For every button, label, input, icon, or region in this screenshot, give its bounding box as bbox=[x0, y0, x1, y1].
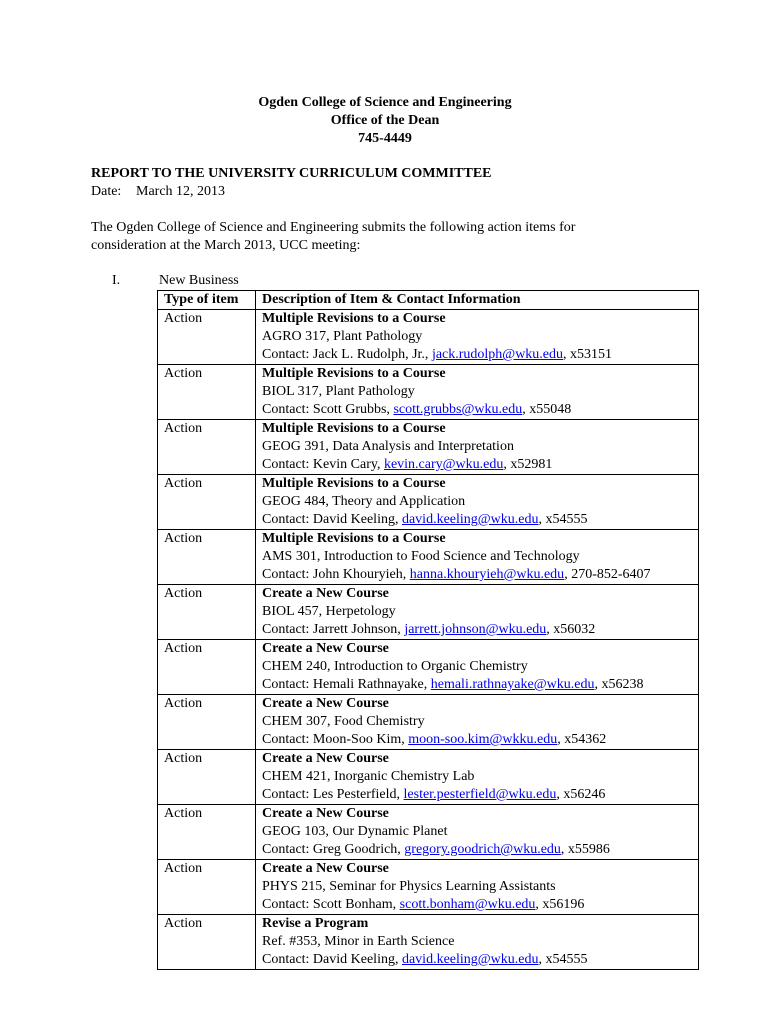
intro-paragraph bbox=[91, 219, 651, 255]
item-type: Action bbox=[158, 420, 256, 475]
date-label: Date: bbox=[91, 184, 122, 199]
item-title: Multiple Revisions to a Course bbox=[262, 531, 446, 546]
item-title: Create a New Course bbox=[262, 586, 389, 601]
contact-email-link[interactable]: jarrett.johnson@wku.edu bbox=[404, 622, 547, 637]
contact-name: Contact: Scott Bonham, bbox=[262, 897, 400, 912]
item-course: CHEM 240, Introduction to Organic Chemistry bbox=[262, 659, 528, 674]
date-line bbox=[91, 183, 225, 201]
item-description bbox=[256, 310, 699, 365]
item-type: Action bbox=[158, 805, 256, 860]
item-description bbox=[256, 420, 699, 475]
item-contact bbox=[262, 896, 692, 914]
contact-extension: , x54362 bbox=[557, 732, 607, 747]
item-description bbox=[256, 750, 699, 805]
table-row bbox=[158, 530, 699, 585]
contact-email-link[interactable]: hanna.khouryieh@wku.edu bbox=[409, 567, 565, 582]
contact-extension: , 270-852-6407 bbox=[564, 567, 651, 582]
table-row bbox=[158, 475, 699, 530]
item-type: Action bbox=[158, 915, 256, 970]
contact-extension: , x56196 bbox=[535, 897, 585, 912]
contact-extension: , x53151 bbox=[563, 347, 613, 362]
item-description bbox=[256, 585, 699, 640]
item-course: PHYS 215, Seminar for Physics Learning Assistants bbox=[262, 879, 556, 894]
item-contact bbox=[262, 786, 692, 804]
item-title: Multiple Revisions to a Course bbox=[262, 366, 446, 381]
contact-name: Contact: Jack L. Rudolph, Jr., bbox=[262, 347, 432, 362]
item-contact bbox=[262, 731, 692, 749]
item-title: Multiple Revisions to a Course bbox=[262, 311, 446, 326]
item-course: GEOG 484, Theory and Application bbox=[262, 494, 466, 509]
item-type: Action bbox=[158, 750, 256, 805]
item-contact bbox=[262, 456, 692, 474]
contact-name: Contact: Scott Grubbs, bbox=[262, 402, 394, 417]
item-contact bbox=[262, 676, 692, 694]
item-course: GEOG 103, Our Dynamic Planet bbox=[262, 824, 448, 839]
table-row bbox=[158, 750, 699, 805]
table-row bbox=[158, 365, 699, 420]
contact-email-link[interactable]: moon-soo.kim@wkku.edu bbox=[408, 732, 558, 747]
table-row bbox=[158, 805, 699, 860]
table-row bbox=[158, 915, 699, 970]
contact-email-link[interactable]: gregory.goodrich@wku.edu bbox=[404, 842, 561, 857]
item-course: AGRO 317, Plant Pathology bbox=[262, 329, 423, 344]
item-title: Create a New Course bbox=[262, 751, 389, 766]
item-title: Create a New Course bbox=[262, 641, 389, 656]
contact-name: Contact: David Keeling, bbox=[262, 952, 402, 967]
table-row bbox=[158, 585, 699, 640]
table-row bbox=[158, 695, 699, 750]
item-course: AMS 301, Introduction to Food Science and Technology bbox=[262, 549, 580, 564]
item-contact bbox=[262, 566, 692, 584]
contact-extension: , x56238 bbox=[594, 677, 644, 692]
item-description bbox=[256, 530, 699, 585]
contact-email-link[interactable]: lester.pesterfield@wku.edu bbox=[403, 787, 557, 802]
item-title: Create a New Course bbox=[262, 806, 389, 821]
item-title: Multiple Revisions to a Course bbox=[262, 421, 446, 436]
contact-email-link[interactable]: kevin.cary@wku.edu bbox=[383, 457, 504, 472]
report-title: REPORT TO THE UNIVERSITY CURRICULUM COMMITTEE bbox=[91, 166, 492, 181]
item-type: Action bbox=[158, 860, 256, 915]
item-title: Revise a Program bbox=[262, 916, 369, 931]
college-name: Ogden College of Science and Engineering bbox=[258, 95, 512, 110]
item-contact bbox=[262, 346, 692, 364]
item-contact bbox=[262, 951, 692, 969]
contact-name: Contact: Kevin Cary, bbox=[262, 457, 384, 472]
item-description bbox=[256, 860, 699, 915]
contact-email-link[interactable]: scott.grubbs@wku.edu bbox=[393, 402, 523, 417]
contact-email-link[interactable]: jack.rudolph@wku.edu bbox=[431, 347, 564, 362]
item-course: CHEM 421, Inorganic Chemistry Lab bbox=[262, 769, 475, 784]
contact-email-link[interactable]: scott.bonham@wku.edu bbox=[399, 897, 536, 912]
item-course: Ref. #353, Minor in Earth Science bbox=[262, 934, 455, 949]
item-contact bbox=[262, 401, 692, 419]
item-description bbox=[256, 805, 699, 860]
item-title: Create a New Course bbox=[262, 696, 389, 711]
contact-extension: , x56246 bbox=[556, 787, 606, 802]
item-description bbox=[256, 475, 699, 530]
contact-email-link[interactable]: david.keeling@wku.edu bbox=[401, 512, 539, 527]
column-header-description: Description of Item & Contact Information bbox=[256, 291, 699, 310]
contact-extension: , x54555 bbox=[538, 952, 588, 967]
item-description bbox=[256, 365, 699, 420]
item-contact bbox=[262, 841, 692, 859]
item-type: Action bbox=[158, 640, 256, 695]
item-type: Action bbox=[158, 585, 256, 640]
contact-extension: , x55048 bbox=[522, 402, 572, 417]
intro-line-1: The Ogden College of Science and Engineering submits the following action items for bbox=[91, 220, 576, 235]
section-title: New Business bbox=[159, 273, 239, 288]
action-items-table bbox=[157, 290, 699, 970]
contact-email-link[interactable]: hemali.rathnayake@wku.edu bbox=[430, 677, 595, 692]
item-type: Action bbox=[158, 365, 256, 420]
item-contact bbox=[262, 511, 692, 529]
contact-name: Contact: Moon-Soo Kim, bbox=[262, 732, 409, 747]
contact-email-link[interactable]: david.keeling@wku.edu bbox=[401, 952, 539, 967]
item-type: Action bbox=[158, 695, 256, 750]
contact-name: Contact: Hemali Rathnayake, bbox=[262, 677, 431, 692]
item-title: Create a New Course bbox=[262, 861, 389, 876]
contact-extension: , x54555 bbox=[538, 512, 588, 527]
item-course: CHEM 307, Food Chemistry bbox=[262, 714, 425, 729]
item-type: Action bbox=[158, 530, 256, 585]
contact-extension: , x52981 bbox=[503, 457, 553, 472]
item-type: Action bbox=[158, 475, 256, 530]
office-phone: 745-4449 bbox=[358, 131, 412, 146]
item-description bbox=[256, 695, 699, 750]
letterhead bbox=[0, 94, 770, 148]
contact-name: Contact: Greg Goodrich, bbox=[262, 842, 405, 857]
table-row bbox=[158, 420, 699, 475]
item-course: GEOG 391, Data Analysis and Interpretation bbox=[262, 439, 514, 454]
item-course: BIOL 317, Plant Pathology bbox=[262, 384, 415, 399]
table-row bbox=[158, 310, 699, 365]
table-row bbox=[158, 640, 699, 695]
date-value: March 12, 2013 bbox=[136, 184, 226, 199]
contact-name: Contact: Jarrett Johnson, bbox=[262, 622, 405, 637]
item-type: Action bbox=[158, 310, 256, 365]
section-number: I. bbox=[112, 273, 121, 288]
contact-name: Contact: John Khouryieh, bbox=[262, 567, 410, 582]
column-header-type: Type of item bbox=[158, 291, 256, 310]
item-contact bbox=[262, 621, 692, 639]
contact-name: Contact: David Keeling, bbox=[262, 512, 402, 527]
item-course: BIOL 457, Herpetology bbox=[262, 604, 396, 619]
table-header-row bbox=[158, 291, 699, 310]
item-description bbox=[256, 915, 699, 970]
office-name: Office of the Dean bbox=[330, 113, 440, 128]
table-row bbox=[158, 860, 699, 915]
item-title: Multiple Revisions to a Course bbox=[262, 476, 446, 491]
contact-extension: , x55986 bbox=[560, 842, 610, 857]
contact-extension: , x56032 bbox=[546, 622, 596, 637]
item-description bbox=[256, 640, 699, 695]
contact-name: Contact: Les Pesterfield, bbox=[262, 787, 404, 802]
intro-line-2: consideration at the March 2013, UCC meeting: bbox=[91, 238, 361, 253]
